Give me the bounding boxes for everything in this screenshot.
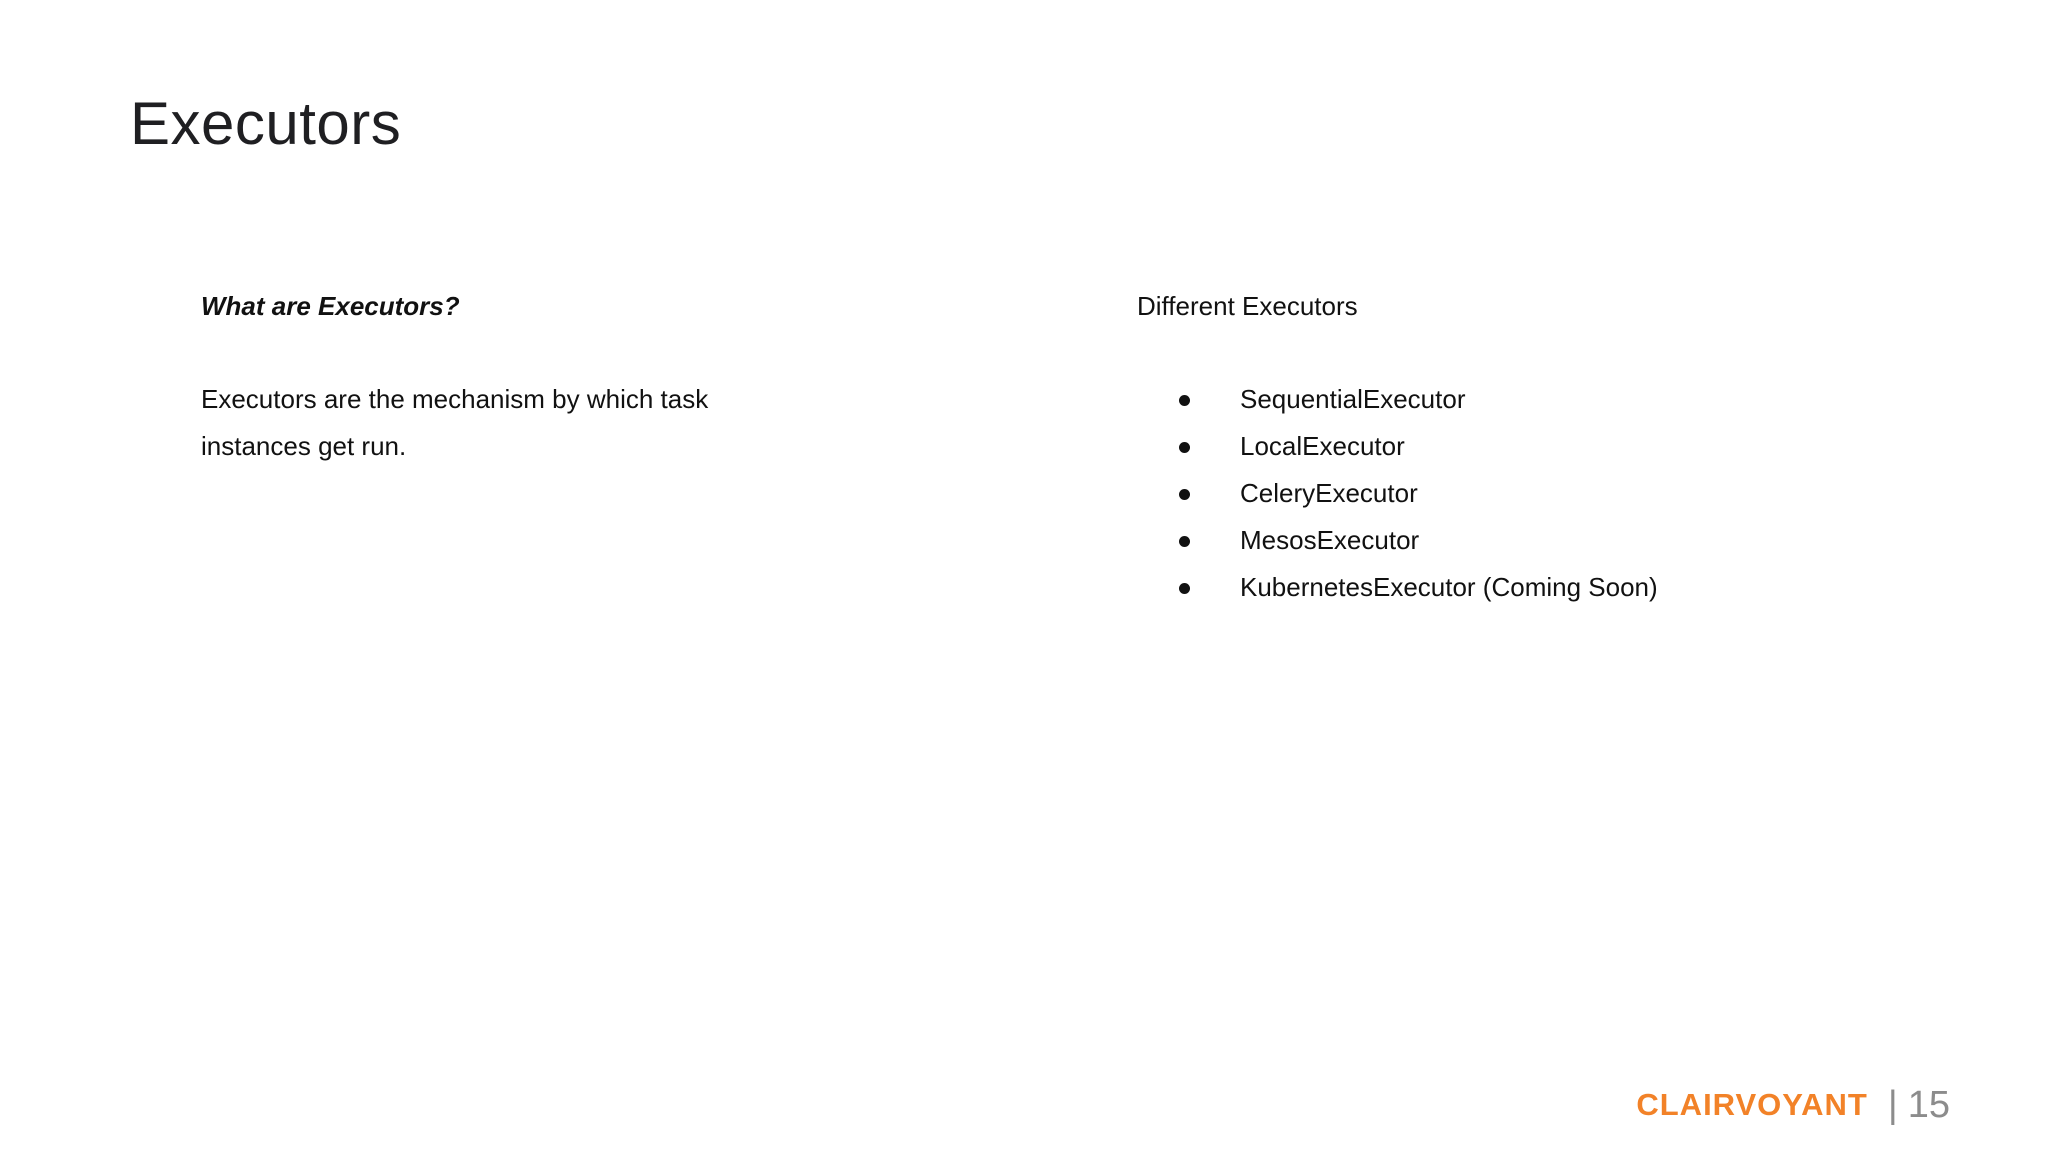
brand-logo: CLAIRVOYANT	[1636, 1087, 1868, 1122]
bullet-icon	[1179, 536, 1190, 547]
bullet-icon	[1179, 583, 1190, 594]
list-item	[1137, 423, 1897, 470]
footer-separator: |	[1887, 1083, 1898, 1126]
left-column	[201, 284, 861, 470]
list-item	[1137, 376, 1897, 423]
bullet-icon	[1179, 442, 1190, 453]
list-item-label: KubernetesExecutor (Coming Soon)	[1240, 572, 1658, 602]
bullet-icon	[1179, 395, 1190, 406]
bullet-icon	[1179, 489, 1190, 500]
page-number: 15	[1907, 1083, 1950, 1126]
slide-footer	[1636, 1080, 1950, 1130]
list-item	[1137, 470, 1897, 517]
list-item-label: CeleryExecutor	[1240, 478, 1418, 508]
executor-list	[1137, 376, 1897, 611]
list-item-label: MesosExecutor	[1240, 525, 1420, 555]
list-item	[1137, 564, 1897, 611]
question-heading: What are Executors?	[201, 291, 460, 321]
definition-text: Executors are the mechanism by which task instances get run.	[201, 384, 709, 461]
right-column	[1137, 284, 1897, 611]
list-item	[1137, 517, 1897, 564]
list-item-label: SequentialExecutor	[1240, 384, 1466, 414]
list-item-label: LocalExecutor	[1240, 431, 1405, 461]
executors-heading: Different Executors	[1137, 291, 1358, 321]
slide-title: Executors	[130, 90, 402, 157]
